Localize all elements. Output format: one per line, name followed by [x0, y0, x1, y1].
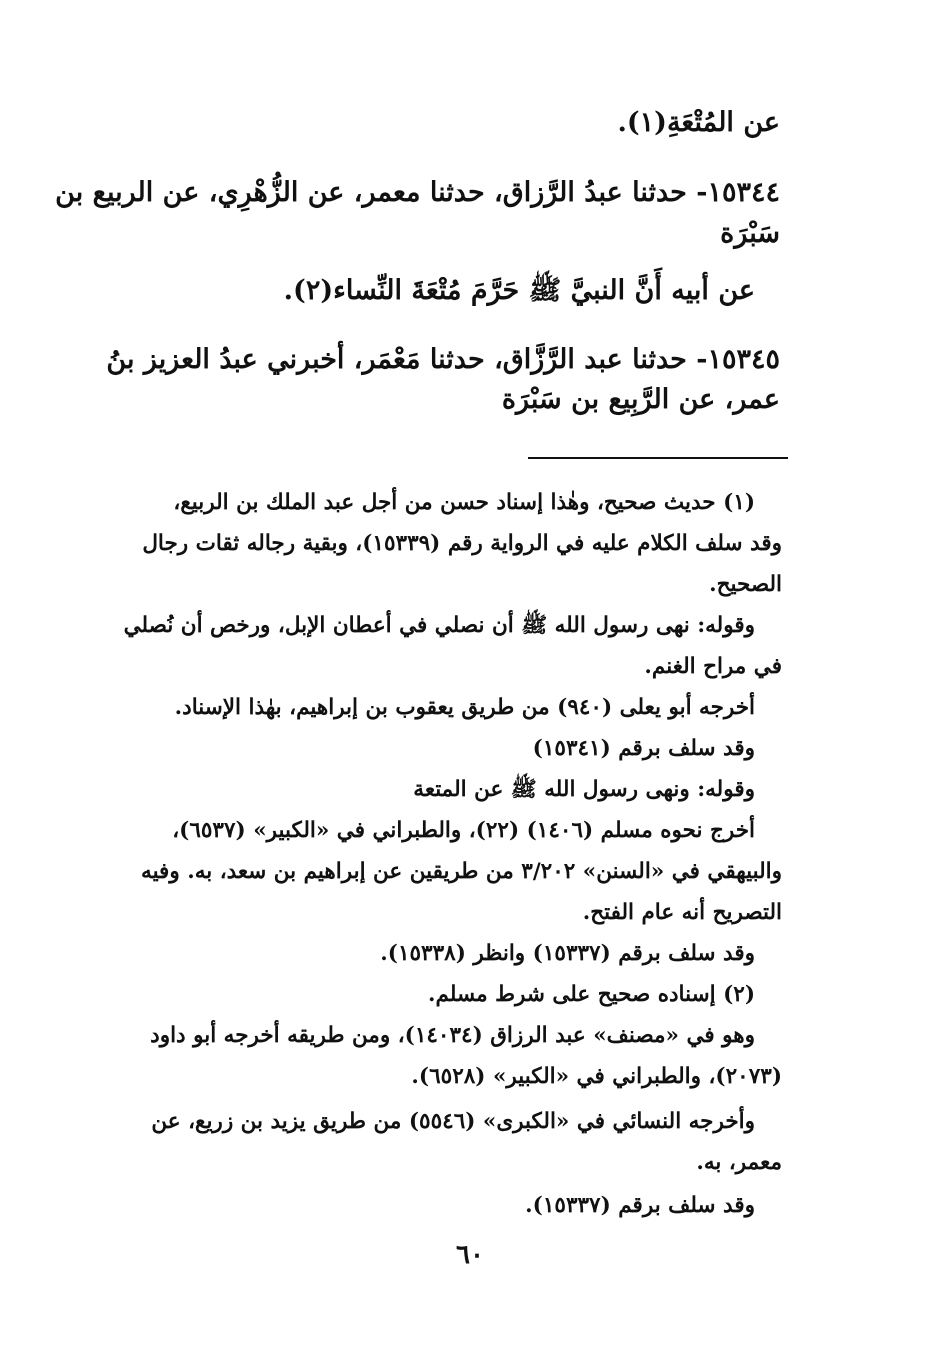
footnote-separator	[528, 457, 788, 459]
main-text-line: عمر، عن الرَّبِيع بن سَبْرَة	[501, 384, 780, 415]
footnote-line: معمر، به.	[696, 1150, 782, 1175]
main-text-line: عن أبيه أَنَّ النبيَّ ﷺ حَرَّمَ مُتْعَةَ النِّساء(٢).	[283, 275, 755, 306]
footnote-line: وقوله: نهى رسول الله ﷺ أن نصلي في أعطان الإبل، ورخص أن نُصلي	[123, 613, 755, 638]
footnote-line: وقوله: ونهى رسول الله ﷺ عن المتعة	[413, 777, 755, 802]
hadith-15345-line: ١٥٣٤٥- حدثنا عبد الرَّزَّاق، حدثنا مَعْمَر، أخبرني عبدُ العزيز بنُ	[106, 344, 780, 375]
page-number: ٦٠	[456, 1240, 484, 1270]
footnote-line: في مراح الغنم.	[644, 654, 782, 679]
footnote-line: التصريح أنه عام الفتح.	[582, 900, 782, 925]
hadith-15344-line: ١٥٣٤٤- حدثنا عبدُ الرَّزاق، حدثنا معمر، عن الزُّهْرِي، عن الربيع بن	[55, 177, 780, 208]
footnote-line: (٢٠٧٣)، والطبراني في «الكبير» (٦٥٢٨).	[411, 1064, 782, 1089]
footnote-line: وقد سلف برقم (١٥٣٤١)	[532, 736, 755, 761]
footnote-line: وهو في «مصنف» عبد الرزاق (١٤٠٣٤)، ومن طريقه أخرجه أبو داود	[150, 1023, 755, 1048]
main-text-line: عن المُتْعَةِ(١).	[617, 107, 780, 138]
footnote-line: وقد سلف برقم (١٥٣٣٧).	[525, 1193, 755, 1218]
footnote-line: والبيهقي في «السنن» ٣/٢٠٢ من طريقين عن إبراهيم بن سعد، به. وفيه	[141, 859, 782, 884]
footnote-line: أخرجه أبو يعلى (٩٤٠) من طريق يعقوب بن إبراهيم، بهٰذا الإسناد.	[174, 695, 755, 720]
footnote-line: وقد سلف برقم (١٥٣٣٧) وانظر (١٥٣٣٨).	[380, 941, 755, 966]
footnote-line: (١) حديث صحيح، وهٰذا إسناد حسن من أجل عبد الملك بن الربيع،	[173, 490, 755, 515]
main-text-line: سَبْرَة	[720, 218, 780, 249]
footnote-line: (٢) إسناده صحيح على شرط مسلم.	[428, 982, 755, 1007]
footnote-line: وقد سلف الكلام عليه في الرواية رقم (١٥٣٣٩)، وبقية رجاله ثقات رجال	[142, 531, 782, 556]
footnote-line: وأخرجه النسائي في «الكبرى» (٥٥٤٦) من طريق يزيد بن زريع، عن	[151, 1109, 755, 1134]
footnote-line: الصحيح.	[709, 572, 782, 597]
footnote-line: أخرج نحوه مسلم (١٤٠٦) (٢٢)، والطبراني في «الكبير» (٦٥٣٧)،	[172, 818, 755, 843]
